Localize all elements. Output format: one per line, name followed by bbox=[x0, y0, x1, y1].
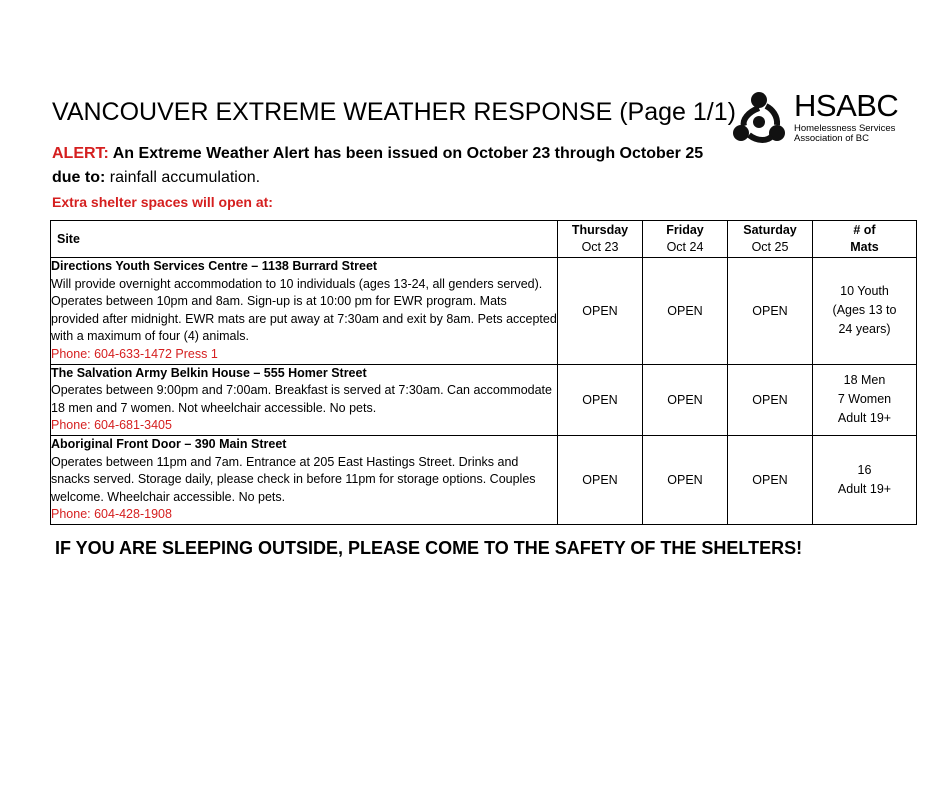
table-row bbox=[51, 364, 917, 435]
page-title: VANCOUVER EXTREME WEATHER RESPONSE (Page 1/1) bbox=[52, 98, 736, 126]
mats-line: 24 years) bbox=[838, 322, 891, 337]
site-name: The Salvation Army Belkin House – 555 Homer Street bbox=[51, 365, 367, 380]
status-cell: OPEN bbox=[643, 435, 728, 524]
status-cell: OPEN bbox=[558, 435, 643, 524]
alert-text: An Extreme Weather Alert has been issued on October 23 through October 25 due to: bbox=[52, 145, 704, 186]
logo-subtitle bbox=[794, 124, 895, 144]
site-name: Aboriginal Front Door – 390 Main Street bbox=[51, 436, 287, 451]
mats-line: (Ages 13 to bbox=[832, 303, 897, 318]
mats-line: 7 Women bbox=[837, 392, 892, 407]
status-cell: OPEN bbox=[643, 258, 728, 365]
table-header-row bbox=[51, 221, 917, 258]
table-row bbox=[51, 258, 917, 365]
site-description: Will provide overnight accommodation to 10 individuals (ages 13-24, all genders served). Operates between 10pm and 8am. Sign-up is at 10:00 pm for EWR program. Mats provided after midnight. EWR mats are put away at 7:30am and exit by 8am. Pets accepted with a maximum of four (4) animals. bbox=[51, 276, 557, 344]
day-header-thursday bbox=[558, 221, 643, 258]
site-cell bbox=[51, 435, 558, 524]
alert-label: ALERT: bbox=[52, 145, 109, 162]
mats-header-line-1: # of bbox=[853, 223, 876, 237]
status-cell: OPEN bbox=[643, 364, 728, 435]
logo-subtitle-line-2: Association of BC bbox=[794, 133, 869, 144]
site-cell bbox=[51, 364, 558, 435]
alert-message bbox=[52, 142, 732, 190]
mats-line: Adult 19+ bbox=[837, 481, 892, 496]
status-cell: OPEN bbox=[558, 258, 643, 365]
logo-subtitle-line-1: Homelessness Services bbox=[794, 123, 896, 134]
day-date: Oct 23 bbox=[581, 240, 619, 254]
mats-line: 18 Men bbox=[843, 373, 886, 388]
extra-spaces-heading: Extra shelter spaces will open at: bbox=[52, 194, 273, 210]
site-phone: Phone: 604-428-1908 bbox=[51, 507, 172, 522]
mats-cell bbox=[813, 364, 917, 435]
day-header-friday bbox=[643, 221, 728, 258]
site-phone: Phone: 604-633-1472 Press 1 bbox=[51, 346, 218, 361]
day-header-saturday bbox=[728, 221, 813, 258]
mats-line: 16 bbox=[857, 462, 872, 477]
hsabc-logo-icon bbox=[728, 88, 790, 150]
day-date: Oct 24 bbox=[666, 240, 704, 254]
shelter-table bbox=[50, 220, 917, 525]
alert-reason: rainfall accumulation. bbox=[109, 169, 261, 186]
mats-line: Adult 19+ bbox=[837, 411, 892, 426]
site-name: Directions Youth Services Centre – 1138 Burrard Street bbox=[51, 259, 378, 273]
day-date: Oct 25 bbox=[751, 240, 789, 254]
site-description: Operates between 9:00pm and 7:00am. Breakfast is served at 7:30am. Can accommodate 18 men and 7 women. Not wheelchair accessible. No pets. bbox=[51, 383, 552, 415]
day-name: Friday bbox=[666, 223, 704, 237]
site-cell bbox=[51, 258, 558, 365]
status-cell: OPEN bbox=[558, 364, 643, 435]
status-cell: OPEN bbox=[728, 435, 813, 524]
status-cell: OPEN bbox=[728, 258, 813, 365]
footer-message: IF YOU ARE SLEEPING OUTSIDE, PLEASE COME TO THE SAFETY OF THE SHELTERS! bbox=[55, 538, 803, 558]
mats-cell bbox=[813, 435, 917, 524]
mats-header-line-2: Mats bbox=[850, 240, 879, 254]
site-header: Site bbox=[51, 221, 558, 258]
mats-line: 10 Youth bbox=[840, 284, 889, 299]
logo-brand-text: HSABC bbox=[794, 88, 899, 123]
site-description: Operates between 11pm and 7am. Entrance at 205 East Hastings Street. Drinks and snacks served. Storage daily, please check in before 11pm for storage options. Couples welcome. Wheelchair accessible. No pets. bbox=[51, 454, 536, 504]
day-name: Saturday bbox=[743, 223, 797, 237]
mats-cell bbox=[813, 258, 917, 365]
site-phone: Phone: 604-681-3405 bbox=[51, 418, 172, 433]
mats-header bbox=[813, 221, 917, 258]
day-name: Thursday bbox=[571, 223, 629, 237]
status-cell: OPEN bbox=[728, 364, 813, 435]
table-row bbox=[51, 435, 917, 524]
hsabc-logo bbox=[728, 88, 898, 150]
